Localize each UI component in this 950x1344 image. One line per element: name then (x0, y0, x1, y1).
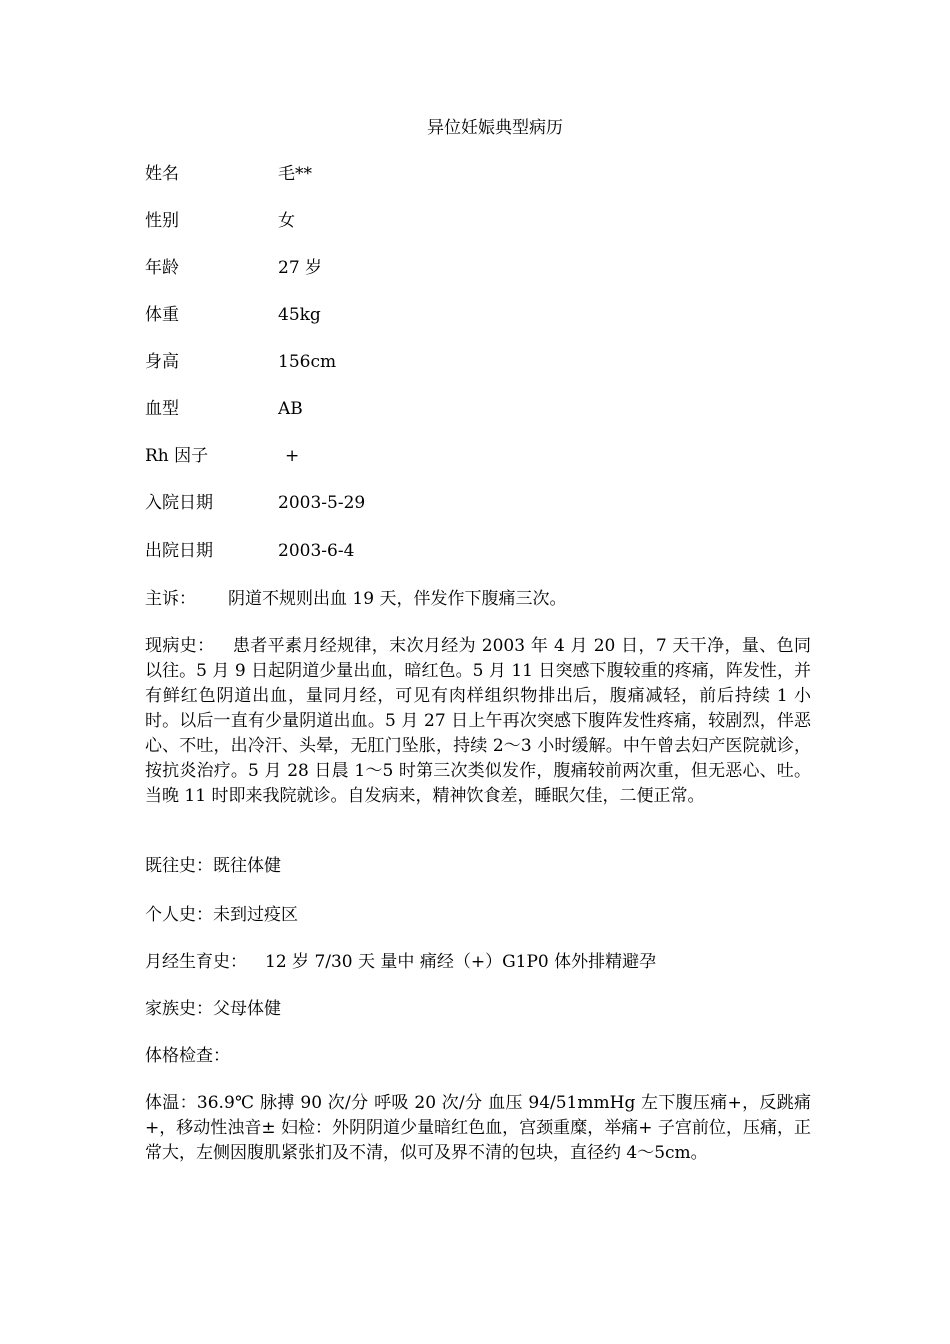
field-value: + (285, 446, 300, 466)
field-label: Rh 因子 (145, 446, 209, 466)
field-value: 27 岁 (278, 258, 323, 278)
field-value: 女 (278, 211, 295, 231)
family-history-label: 家族史： (145, 999, 213, 1019)
chief-complaint-label: 主诉： (145, 589, 196, 609)
past-history (145, 854, 281, 878)
chief-complaint-text: 阴道不规则出血 19 天，伴发作下腹痛三次。 (228, 589, 567, 609)
field-value: 2003-5-29 (278, 493, 366, 513)
field-label: 年龄 (145, 258, 179, 278)
past-history-text: 既往体健 (213, 856, 281, 876)
personal-history-label: 个人史： (145, 905, 213, 925)
field-value: 2003-6-4 (278, 541, 355, 561)
physical-exam-text: 体温：36.9℃ 脉搏 90 次/分 呼吸 20 次/分 血压 94/51mmHg 左下腹压痛+，反跳痛+，移动性浊音± 妇检：外阴阴道少量暗红色血，宫颈重糜，举痛+ 子宫前位，压痛，正常大，左侧因腹肌紧张扪及不清，似可及界不清的包块，直径约 4～5cm。 (145, 1093, 811, 1163)
field-label: 身高 (145, 352, 179, 372)
physical-exam-heading: 体格检查： (145, 1046, 230, 1066)
document-title: 异位妊娠典型病历 (427, 118, 563, 138)
personal-history (145, 903, 298, 927)
present-illness-text: 患者平素月经规律，末次月经为 2003 年 4 月 20 日，7 天干净，量、色同以往。5 月 9 日起阴道少量出血，暗红色。5 月 11 日突感下腹较重的疼痛，阵发性，并有鲜红色阴道出血，量同月经，可见有肉样组织物排出后，腹痛减轻，前后持续 1 小时。以后一直有少量阴道出血。5 月 27 日上午再次突感下腹阵发性疼痛，较剧烈，伴恶心、不吐，出冷汗、头晕，无肛门坠胀，持续 2～3 小时缓解。中午曾去妇产医院就诊，按抗炎治疗。5 月 28 日晨 1～5 时第三次类似发作，腹痛较前两次重，但无恶心、吐。当晚 11 时即来我院就诊。自发病来，精神饮食差，睡眠欠佳，二便正常。 (145, 636, 812, 806)
present-illness-label: 现病史： (145, 636, 215, 656)
field-label: 血型 (145, 399, 179, 419)
family-history (145, 997, 281, 1021)
personal-history-text: 未到过疫区 (213, 905, 298, 925)
field-label: 入院日期 (145, 493, 213, 513)
field-value: 45kg (278, 305, 321, 325)
menstrual-history-text: 12 岁 7/30 天 量中 痛经（+）G1P0 体外排精避孕 (265, 952, 657, 972)
field-label: 姓名 (145, 164, 179, 184)
field-value: 毛** (278, 164, 312, 184)
present-illness (145, 634, 811, 809)
chief-complaint (145, 587, 566, 611)
menstrual-history-label: 月经生育史： (145, 952, 247, 972)
menstrual-history (145, 950, 656, 974)
field-label: 出院日期 (145, 541, 213, 561)
field-label: 性别 (145, 211, 179, 231)
past-history-label: 既往史： (145, 856, 213, 876)
family-history-text: 父母体健 (213, 999, 281, 1019)
field-value: AB (278, 399, 303, 419)
field-value: 156cm (278, 352, 337, 372)
field-label: 体重 (145, 305, 179, 325)
